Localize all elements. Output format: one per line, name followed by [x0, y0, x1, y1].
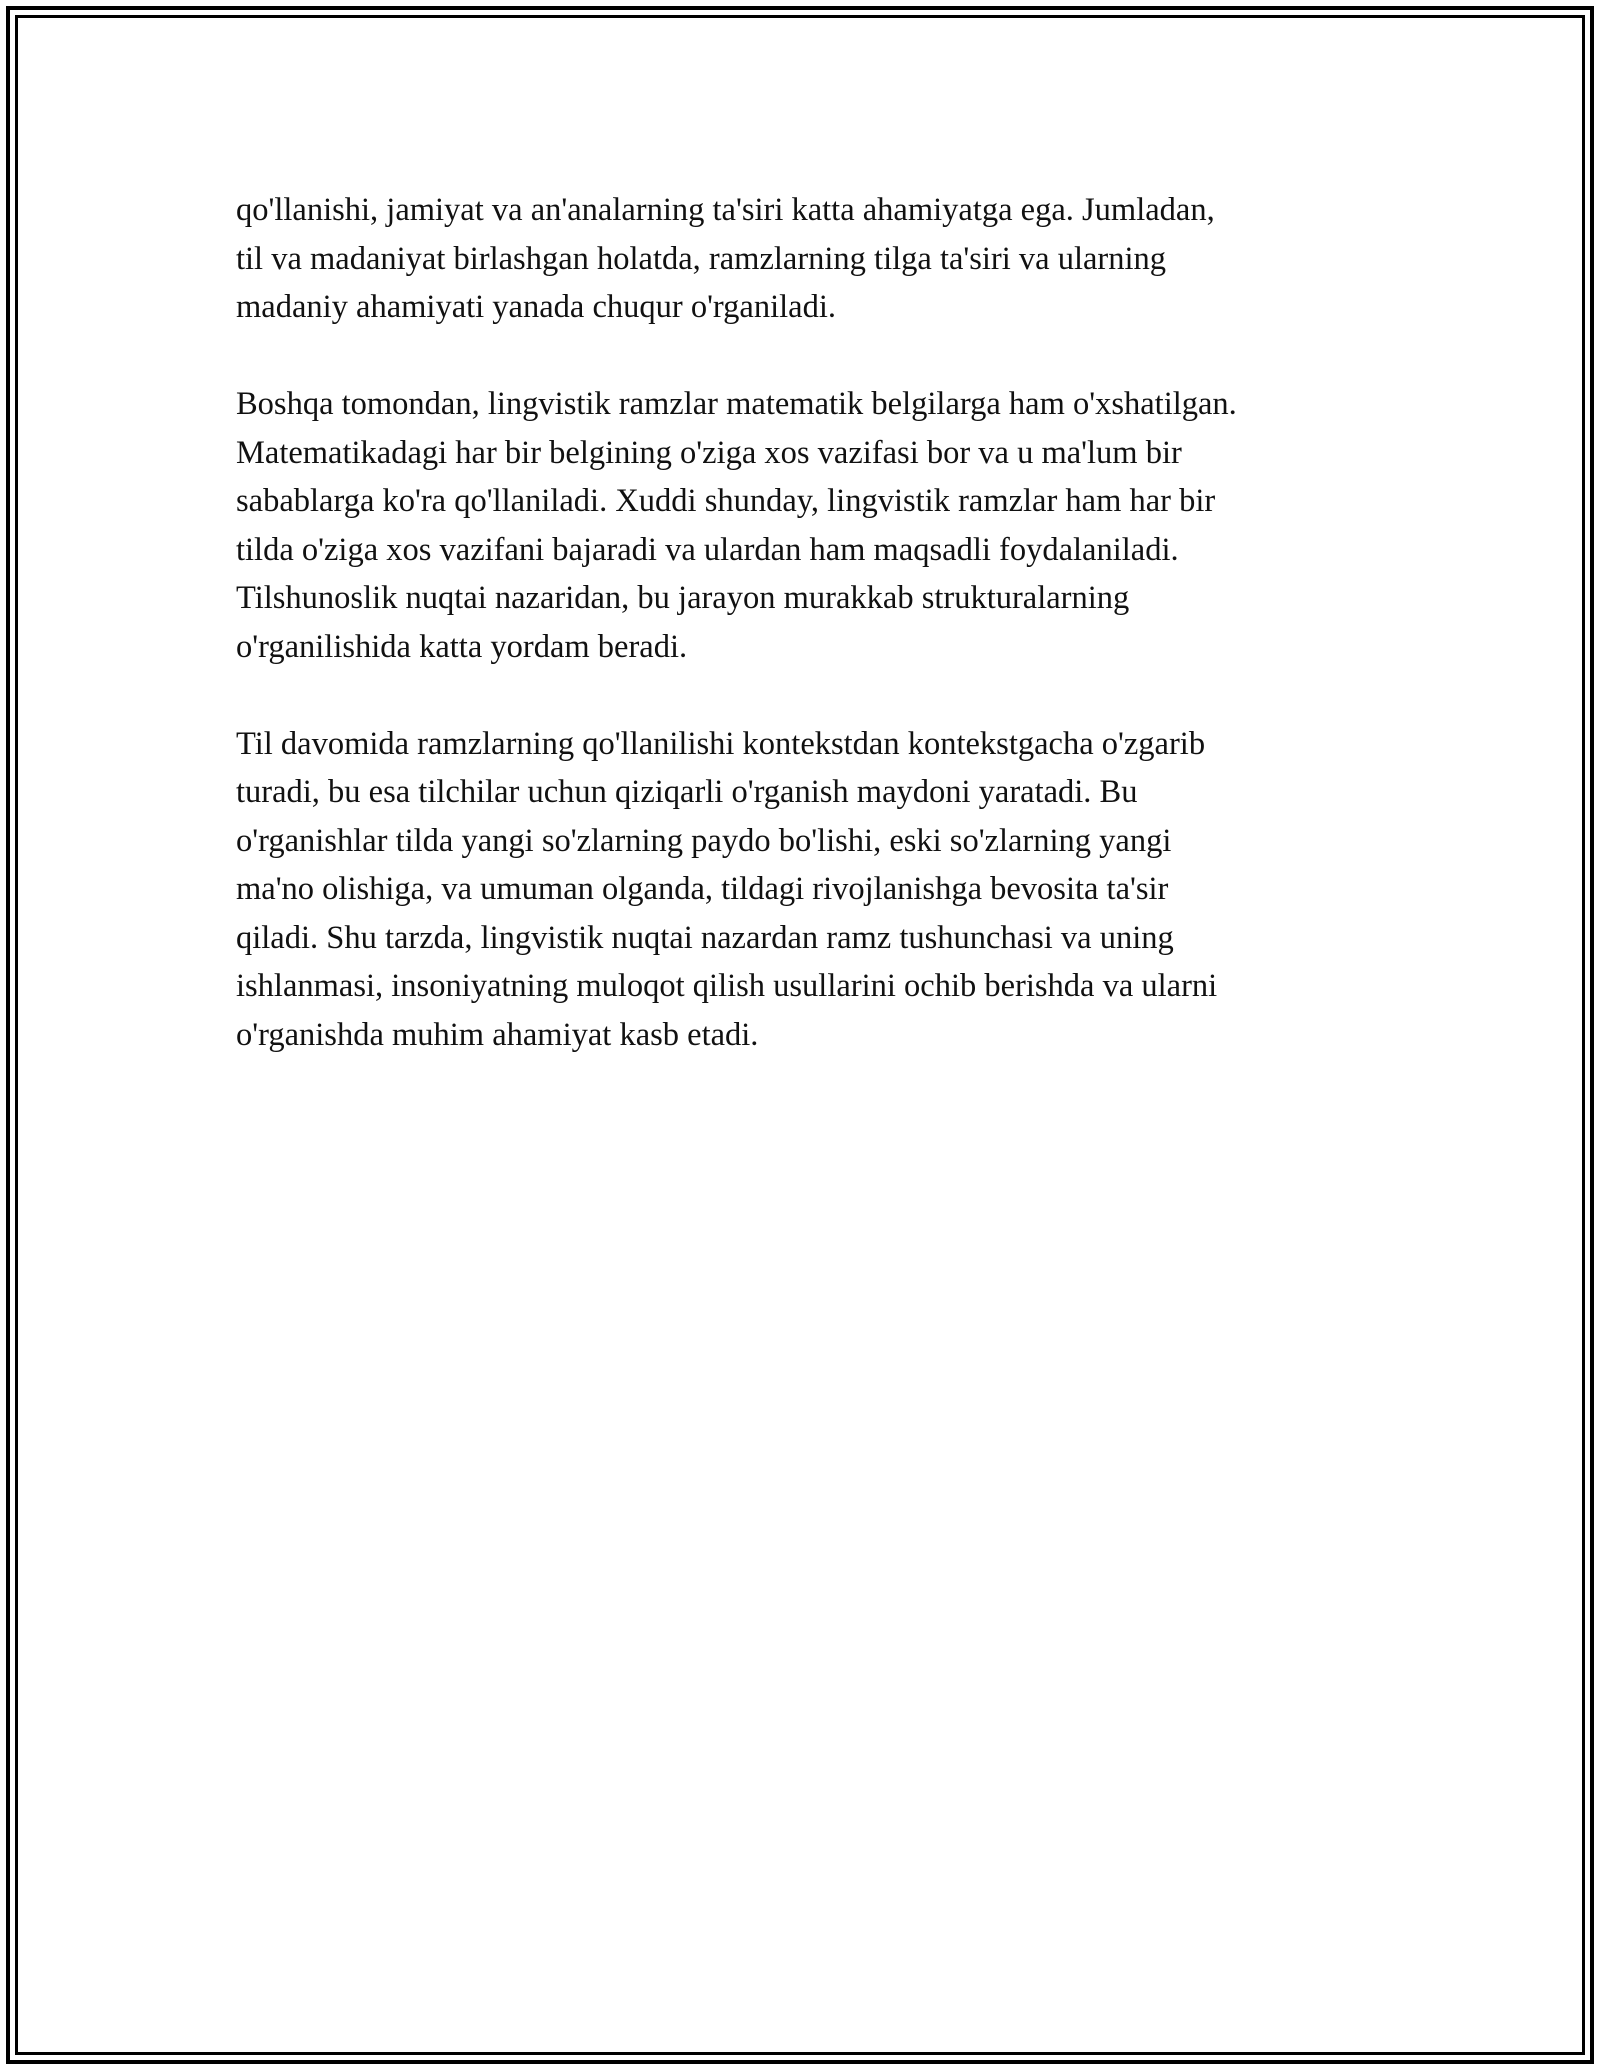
paragraph-3 [236, 720, 1396, 1060]
text-line: til va madaniyat birlashgan holatda, ramzlarning tilga ta'siri va ularning [236, 240, 1167, 277]
text-line: Tilshunoslik nuqtai nazaridan, bu jarayon murakkab strukturalarning [236, 580, 1130, 616]
text-line: o'rganilishida katta yordam beradi. [236, 628, 688, 665]
text-line: o'rganishlar tilda yangi so'zlarning paydo bo'lishi, eski so'zlarning yangi [236, 822, 1172, 859]
text-line: Matematikadagi har bir belgining o'ziga xos vazifasi bor va u ma'lum bir [236, 434, 1182, 471]
document-body [236, 186, 1396, 1108]
text-line: madaniy ahamiyati yanada chuqur o'rganiladi. [236, 289, 836, 325]
paragraph-1 [236, 186, 1396, 332]
text-line: Boshqa tomondan, lingvistik ramzlar matematik belgilarga ham o'xshatilgan. [236, 386, 1237, 422]
text-line: qiladi. Shu tarzda, lingvistik nuqtai nazardan ramz tushunchasi va uning [236, 919, 1174, 956]
paragraph-2 [236, 380, 1396, 671]
text-line: o'rganishda muhim ahamiyat kasb etadi. [236, 1016, 759, 1053]
text-line: tilda o'ziga xos vazifani bajaradi va ulardan ham maqsadli foydalaniladi. [236, 531, 1179, 568]
text-line: turadi, bu esa tilchilar uchun qiziqarli o'rganish maydoni yaratadi. Bu [236, 774, 1138, 810]
text-line: ishlanmasi, insoniyatning muloqot qilish usullarini ochib berishda va ularni [236, 968, 1218, 1004]
text-line: ma'no olishiga, va umuman olganda, tildagi rivojlanishga bevosita ta'sir [236, 871, 1169, 907]
text-line: sabablarga ko'ra qo'llaniladi. Xuddi shunday, lingvistik ramzlar ham har bir [236, 483, 1216, 519]
text-line: Til davomida ramzlarning qo'llanilishi kontekstdan kontekstgacha o'zgarib [236, 725, 1206, 762]
text-line: qo'llanishi, jamiyat va an'analarning ta'siri katta ahamiyatga ega. Jumladan, [236, 192, 1215, 228]
